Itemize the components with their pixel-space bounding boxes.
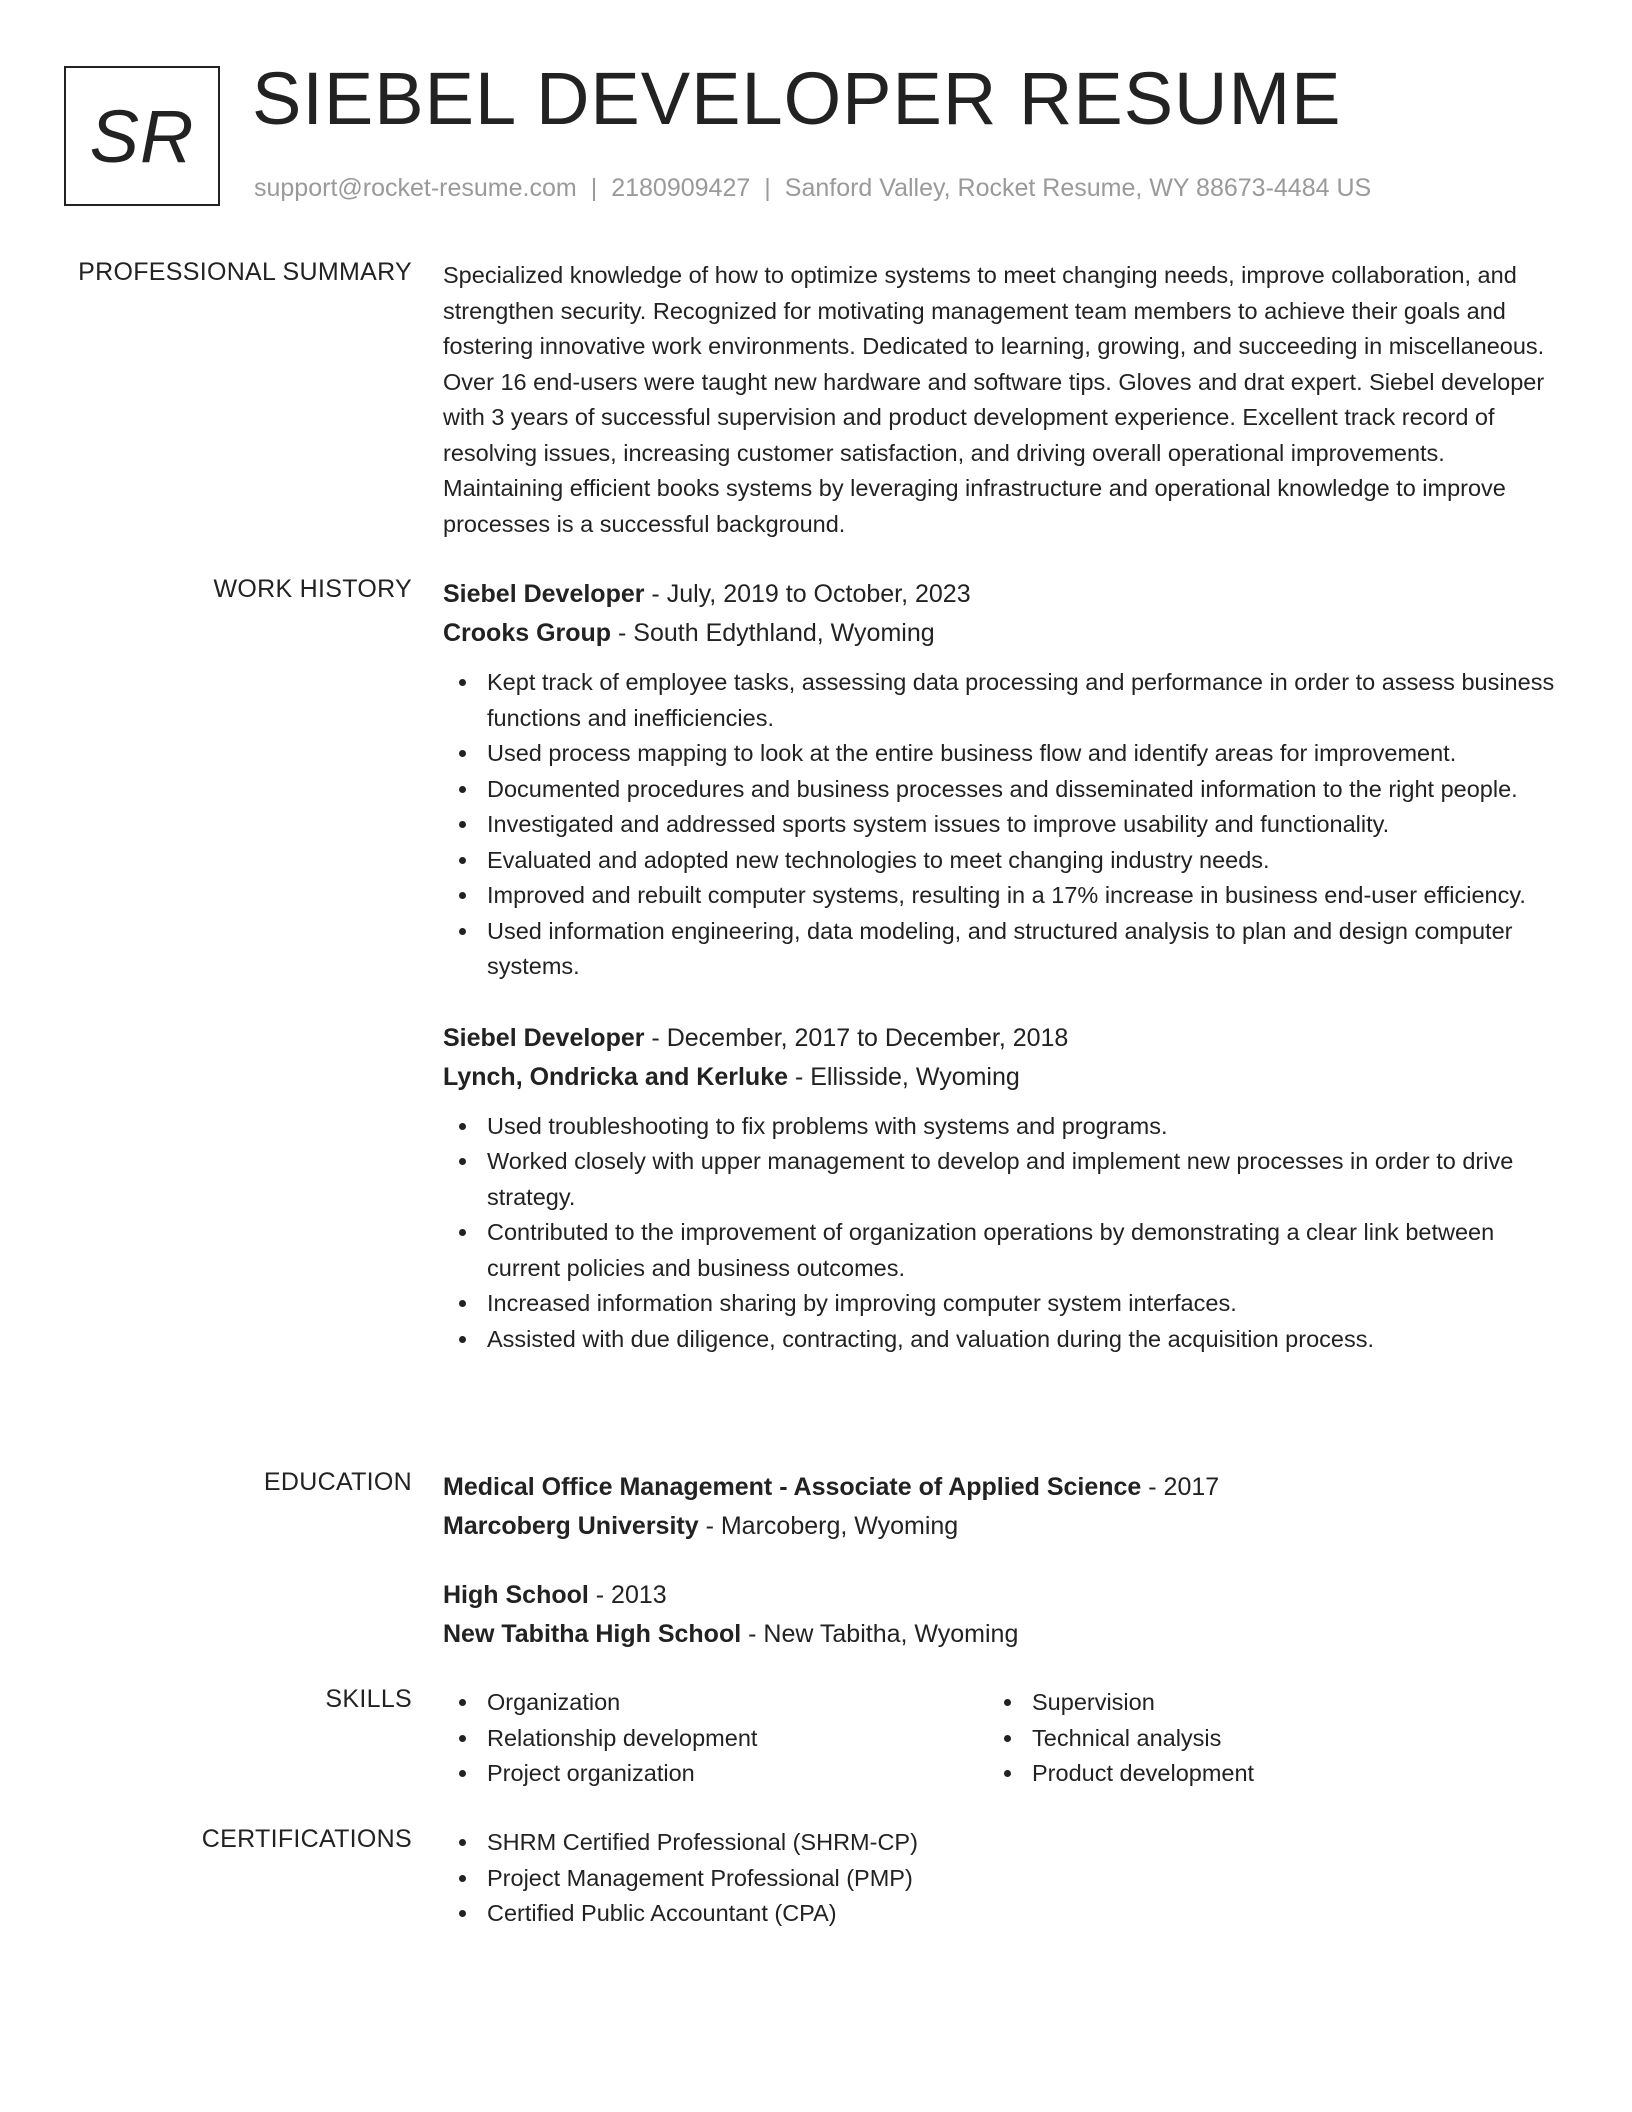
skills-body bbox=[443, 1685, 1555, 1792]
education-entry bbox=[443, 1468, 1555, 1546]
job-title-line bbox=[443, 575, 1555, 614]
list-item: Organization bbox=[443, 1685, 988, 1721]
contact-line bbox=[254, 174, 1371, 203]
job-bullets bbox=[443, 1109, 1555, 1358]
skills-list bbox=[988, 1685, 1533, 1792]
list-item: Improved and rebuilt computer systems, resulting in a 17% increase in business end-user efficiency. bbox=[443, 878, 1555, 914]
list-item: Used process mapping to look at the entire business flow and identify areas for improvement. bbox=[443, 736, 1555, 772]
list-item: Increased information sharing by improving computer system interfaces. bbox=[443, 1286, 1555, 1322]
contact-phone: 2180909427 bbox=[611, 174, 751, 202]
skills-grid bbox=[443, 1685, 1555, 1792]
list-item: Evaluated and adopted new technologies to meet changing industry needs. bbox=[443, 843, 1555, 879]
list-item: Documented procedures and business processes and disseminated information to the right people. bbox=[443, 772, 1555, 808]
degree-line bbox=[443, 1468, 1555, 1507]
certifications-list bbox=[443, 1825, 1555, 1932]
school-line bbox=[443, 1507, 1555, 1546]
skills-column-right bbox=[988, 1685, 1533, 1792]
job-company: Crooks Group bbox=[443, 619, 612, 647]
school-location: - Marcoberg, Wyoming bbox=[698, 1512, 959, 1540]
job-entry bbox=[443, 1019, 1555, 1358]
certifications-body bbox=[443, 1825, 1555, 1932]
contact-email: support@rocket-resume.com bbox=[254, 174, 577, 202]
education-body bbox=[443, 1468, 1555, 1684]
degree-year: - 2017 bbox=[1141, 1473, 1220, 1501]
job-title-line bbox=[443, 1019, 1555, 1058]
list-item: Relationship development bbox=[443, 1721, 988, 1757]
section-heading: WORK HISTORY bbox=[213, 575, 412, 603]
list-item: SHRM Certified Professional (SHRM-CP) bbox=[443, 1825, 1555, 1861]
list-item: Technical analysis bbox=[988, 1721, 1533, 1757]
contact-separator: | bbox=[764, 174, 771, 202]
contact-address: Sanford Valley, Rocket Resume, WY 88673-4484 US bbox=[784, 174, 1372, 202]
list-item: Used troubleshooting to fix problems with systems and programs. bbox=[443, 1109, 1555, 1145]
school-line bbox=[443, 1615, 1555, 1654]
list-item: Worked closely with upper management to develop and implement new processes in order to drive strategy. bbox=[443, 1144, 1555, 1215]
monogram-logo: SR bbox=[64, 66, 220, 206]
list-item: Kept track of employee tasks, assessing data processing and performance in order to assess business functions and inefficiencies. bbox=[443, 665, 1555, 736]
job-title: Siebel Developer bbox=[443, 580, 645, 608]
job-dates: - December, 2017 to December, 2018 bbox=[644, 1023, 1069, 1052]
job-company: Lynch, Ondricka and Kerluke bbox=[443, 1062, 789, 1091]
education-entry bbox=[443, 1576, 1555, 1654]
contact-separator: | bbox=[590, 174, 598, 202]
job-dates: - July, 2019 to October, 2023 bbox=[644, 580, 971, 608]
job-entry bbox=[443, 575, 1555, 985]
job-bullets bbox=[443, 665, 1555, 985]
section-heading: SKILLS bbox=[325, 1685, 412, 1713]
degree-name: High School bbox=[443, 1581, 589, 1609]
school-location: - New Tabitha, Wyoming bbox=[741, 1620, 1019, 1648]
school-name: Marcoberg University bbox=[443, 1512, 699, 1540]
section-heading: CERTIFICATIONS bbox=[201, 1825, 412, 1853]
list-item: Contributed to the improvement of organization operations by demonstrating a clear link between current policies and business outcomes. bbox=[443, 1215, 1555, 1286]
degree-year: - 2013 bbox=[588, 1581, 667, 1609]
list-item: Assisted with due diligence, contracting, and valuation during the acquisition process. bbox=[443, 1322, 1555, 1358]
job-location: - South Edythland, Wyoming bbox=[611, 619, 935, 647]
section-heading: EDUCATION bbox=[263, 1468, 412, 1496]
job-company-line bbox=[443, 1058, 1555, 1097]
summary-body bbox=[443, 258, 1555, 542]
work-history-body bbox=[443, 575, 1555, 1391]
resume-title: SIEBEL DEVELOPER RESUME bbox=[252, 57, 1342, 140]
school-name: New Tabitha High School bbox=[443, 1620, 742, 1648]
job-title: Siebel Developer bbox=[443, 1023, 645, 1052]
list-item: Product development bbox=[988, 1756, 1533, 1792]
summary-text: Specialized knowledge of how to optimize systems to meet changing needs, improve collaboration, and strengthen security. Recognized for motivating management team members to achieve their goals and fostering innovative work environments. Dedicated to learning, growing, and succeeding in miscellaneous. Over 16 end-users were taught new hardware and software tips. Gloves and drat expert. Siebel developer with 3 years of successful supervision and product development experience. Excellent track record of resolving issues, increasing customer satisfaction, and driving overall operational improvements. Maintaining efficient books systems by leveraging infrastructure and operational knowledge to improve processes is a successful background. bbox=[443, 262, 1545, 537]
job-location: - Ellisside, Wyoming bbox=[788, 1062, 1020, 1091]
list-item: Project Management Professional (PMP) bbox=[443, 1861, 1555, 1897]
list-item: Used information engineering, data modeling, and structured analysis to plan and design computer systems. bbox=[443, 914, 1555, 985]
section-heading: PROFESSIONAL SUMMARY bbox=[78, 258, 412, 286]
job-company-line bbox=[443, 614, 1555, 653]
skills-list bbox=[443, 1685, 988, 1792]
skills-column-left bbox=[443, 1685, 988, 1792]
list-item: Investigated and addressed sports system issues to improve usability and functionality. bbox=[443, 807, 1555, 843]
list-item: Project organization bbox=[443, 1756, 988, 1792]
degree-name: Medical Office Management - Associate of Applied Science bbox=[443, 1473, 1142, 1501]
degree-line bbox=[443, 1576, 1555, 1615]
list-item: Certified Public Accountant (CPA) bbox=[443, 1896, 1555, 1932]
list-item: Supervision bbox=[988, 1685, 1533, 1721]
